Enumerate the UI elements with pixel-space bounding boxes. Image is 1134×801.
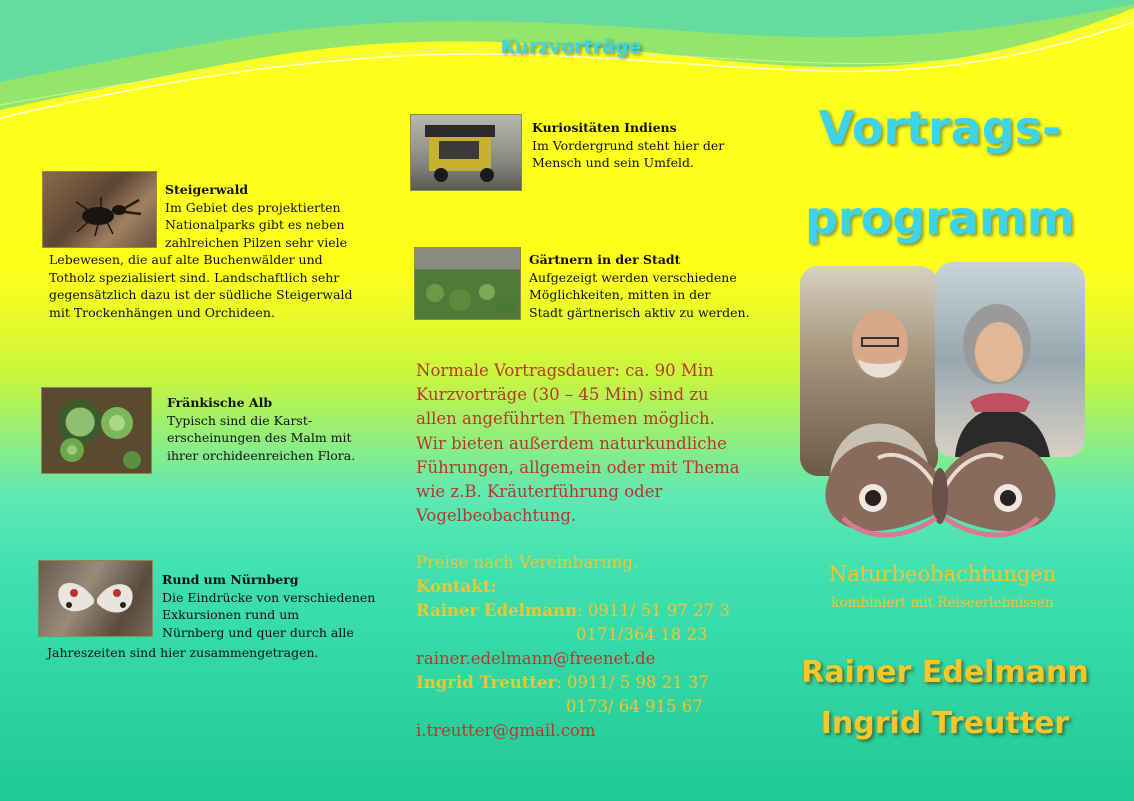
text-line: Nürnberg und quer durch alle — [162, 624, 354, 640]
text-line: Typisch sind die Karst- — [167, 412, 313, 428]
ingrid-contact — [416, 671, 776, 695]
info-line: Wir bieten außerdem naturkundliche — [416, 433, 727, 453]
moth-icon — [818, 418, 1063, 558]
steigerwald-title: Steigerwald — [165, 182, 249, 197]
ingrid-name: Ingrid Treutter — [416, 673, 557, 692]
header-title: Kurzvorträge — [500, 36, 642, 58]
prices-text: Preise nach Vereinbarung. — [416, 553, 639, 572]
rainer-contact — [416, 599, 776, 623]
ingrid-email[interactable]: i.treutter@gmail.com — [416, 721, 596, 740]
text-line: mit Trockenhängen und Orchideen. — [49, 304, 275, 320]
title-line-2: programm — [805, 191, 1075, 245]
indien-photo — [410, 114, 522, 191]
text-line: Stadt gärtnerisch aktiv zu werden. — [529, 304, 750, 320]
indien-text — [532, 119, 772, 172]
title-line-1: Vortrags- — [818, 101, 1062, 155]
rickshaw-icon — [411, 115, 521, 190]
beetle-icon — [43, 172, 156, 247]
text-line: ihrer orchideenreichen Flora. — [167, 447, 356, 463]
text-line: Im Vordergrund steht hier der — [532, 137, 725, 153]
info-line: Führungen, allgemein oder mit Thema — [416, 457, 740, 477]
info-line: Normale Vortragsdauer: ca. 90 Min — [416, 361, 714, 380]
text-line: Aufgezeigt werden verschiedene — [529, 269, 737, 285]
text-line: Die Eindrücke von verschiedenen — [162, 589, 376, 605]
nuernberg-text — [162, 571, 407, 641]
contact-label: Kontakt: — [416, 577, 497, 596]
plants-icon — [415, 248, 520, 319]
name-rainer: Rainer Edelmann — [801, 655, 1089, 690]
nuernberg-photo — [38, 560, 153, 637]
nuernberg-text-continued — [47, 644, 407, 662]
info-line: allen angeführten Themen möglich. — [416, 409, 715, 429]
garten-text — [529, 251, 779, 321]
text-line: Nationalparks gibt es neben — [165, 217, 345, 233]
garten-title: Gärtnern in der Stadt — [529, 252, 681, 267]
text-line: zahlreichen Pilzen sehr viele — [165, 234, 348, 250]
succulent-icon — [42, 388, 151, 473]
fraenkische-alb-photo — [41, 387, 152, 474]
text-line: Lebewesen, die auf alte Buchenwälder und — [49, 252, 323, 267]
text-line: Im Gebiet des projektierten — [165, 199, 341, 215]
garten-photo — [414, 247, 521, 320]
text-line: gegensätzlich dazu ist der südliche Steigerwald — [49, 287, 353, 303]
steigerwald-text — [165, 181, 405, 251]
nuernberg-title: Rund um Nürnberg — [162, 572, 299, 587]
text-line: Totholz spezialisiert sind. Landschaftlich sehr — [49, 269, 340, 285]
fraenkische-alb-text — [167, 394, 407, 464]
rainer-email[interactable]: rainer.edelmann@freenet.de — [416, 649, 656, 668]
subtitle: Naturbeobachtungen — [828, 562, 1057, 586]
name-ingrid: Ingrid Treutter — [820, 706, 1070, 741]
indien-title: Kuriositäten Indiens — [532, 120, 677, 135]
steigerwald-photo — [42, 171, 157, 248]
ingrid-mobile: 0173/ 64 915 67 — [566, 697, 703, 716]
ingrid-phone: : 0911/ 5 98 21 37 — [556, 673, 710, 692]
info-text — [416, 359, 776, 528]
rainer-name: Rainer Edelmann — [416, 601, 578, 620]
info-line: wie z.B. Kräuterführung oder — [416, 482, 663, 502]
text-line: Mensch und sein Umfeld. — [532, 155, 694, 171]
contact-block — [416, 551, 776, 743]
info-line: Kurzvorträge (30 – 45 Min) sind zu — [416, 385, 709, 405]
text-line: Jahreszeiten sind hier zusammengetragen. — [47, 645, 319, 660]
rainer-phone: : 0911/ 51 97 27 3 — [577, 601, 730, 620]
subsubtitle: kombiniert mit Reiseerlebnissen — [831, 595, 1054, 611]
text-line: Exkursionen rund um — [162, 607, 300, 623]
fraenkische-alb-title: Fränkische Alb — [167, 395, 273, 410]
text-line: erscheinungen des Malm mit — [167, 430, 352, 446]
steigerwald-text-continued — [49, 251, 409, 321]
rainer-mobile: 0171/364 18 23 — [576, 625, 708, 644]
text-line: Möglichkeiten, mitten in der — [529, 287, 711, 303]
info-line: Vogelbeobachtung. — [416, 506, 577, 526]
butterfly-icon — [39, 561, 152, 636]
